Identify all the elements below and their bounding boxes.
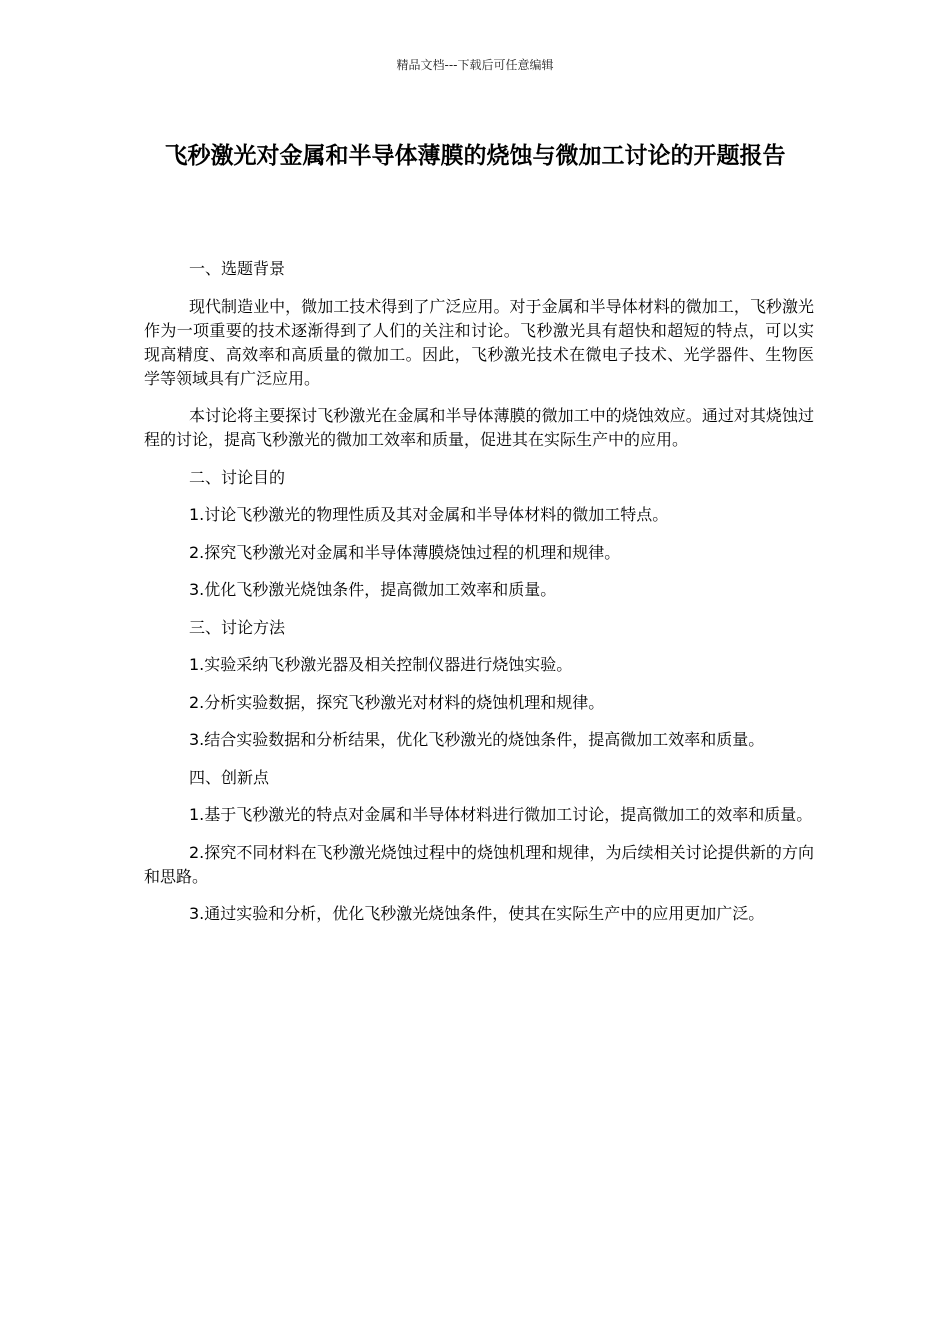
list-item: 1.基于飞秒激光的特点对金属和半导体材料进行微加工讨论，提高微加工的效率和质量。 bbox=[189, 805, 813, 824]
list-item: 2.分析实验数据，探究飞秒激光对材料的烧蚀机理和规律。 bbox=[189, 692, 605, 712]
list-item: 1.实验采纳飞秒激光器及相关控制仪器进行烧蚀实验。 bbox=[189, 655, 573, 674]
document-title: 飞秒激光对金属和半导体薄膜的烧蚀与微加工讨论的开题报告 bbox=[164, 143, 786, 169]
paragraph: 现代制造业中，微加工技术得到了广泛应用。对于金属和半导体材料的微加工，飞秒激光作为一项重要的技术逐渐得到了人们的关注和讨论。飞秒激光具有超快和超短的特点，可以实现高精度、高效率和高质量的微加工。因此，飞秒激光技术在微电子技术、光学器件、生物医学等领域具有广泛应用。 bbox=[144, 296, 814, 388]
page-header: 精品文档---下载后可任意编辑 bbox=[396, 58, 554, 72]
list-item: 2.探究不同材料在飞秒激光烧蚀过程中的烧蚀机理和规律，为后续相关讨论提供新的方向和思路。 bbox=[144, 842, 814, 886]
list-item: 2.探究飞秒激光对金属和半导体薄膜烧蚀过程的机理和规律。 bbox=[189, 542, 621, 562]
list-item: 3.优化飞秒激光烧蚀条件，提高微加工效率和质量。 bbox=[189, 580, 557, 599]
list-item: 3.结合实验数据和分析结果，优化飞秒激光的烧蚀条件，提高微加工效率和质量。 bbox=[189, 730, 765, 749]
list-item: 3.通过实验和分析，优化飞秒激光烧蚀条件，使其在实际生产中的应用更加广泛。 bbox=[189, 904, 765, 923]
section-heading-objectives: 二、讨论目的 bbox=[189, 467, 286, 487]
section-heading-background: 一、选题背景 bbox=[189, 259, 286, 278]
section-heading-innovations: 四、创新点 bbox=[189, 767, 270, 787]
paragraph: 本讨论将主要探讨飞秒激光在金属和半导体薄膜的微加工中的烧蚀效应。通过对其烧蚀过程的讨论，提高飞秒激光的微加工效率和质量，促进其在实际生产中的应用。 bbox=[144, 406, 814, 449]
document-body bbox=[144, 257, 814, 940]
list-item: 1.讨论飞秒激光的物理性质及其对金属和半导体材料的微加工特点。 bbox=[189, 505, 669, 524]
section-heading-methods: 三、讨论方法 bbox=[189, 617, 286, 637]
